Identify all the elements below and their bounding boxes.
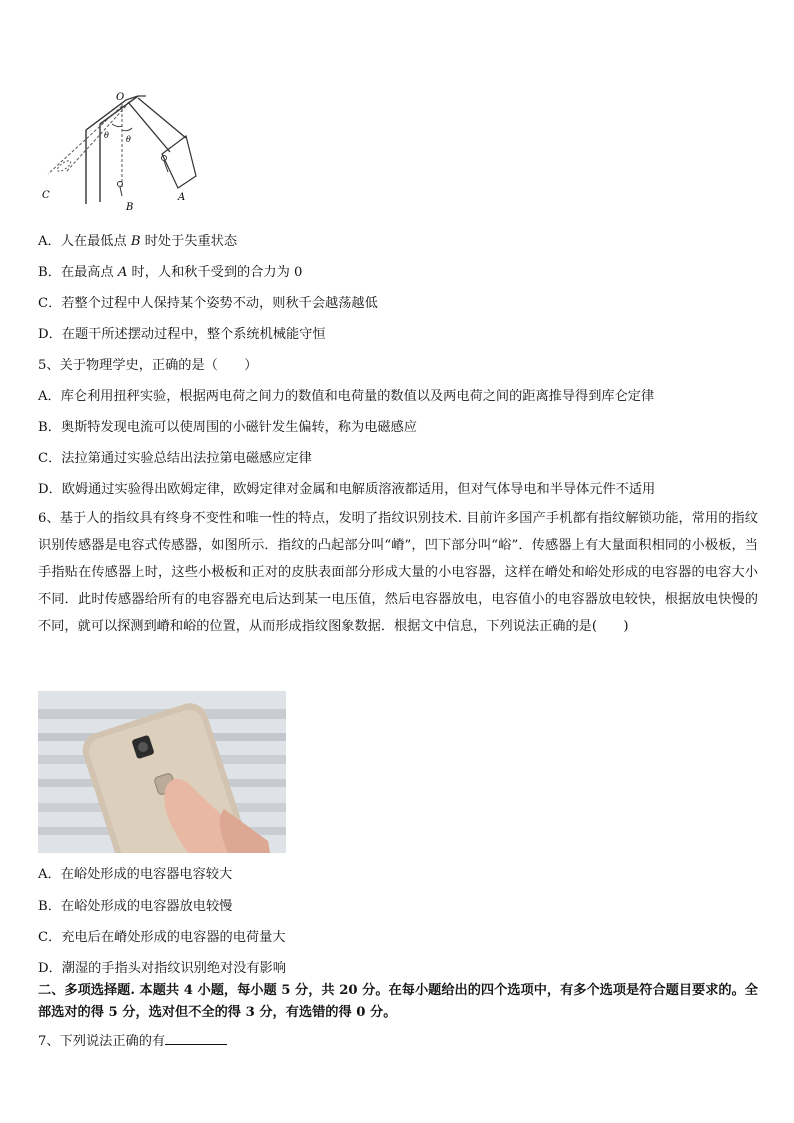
- q4-option-a: A．人在最低点 B 时处于失重状态: [38, 234, 238, 249]
- q4-option-d: D．在题干所述摆动过程中，整个系统机械能守恒: [38, 327, 326, 342]
- answer-blank[interactable]: [165, 1043, 227, 1045]
- label-b: B: [126, 202, 134, 212]
- swing-diagram: [38, 92, 198, 212]
- q5-option-a: A．库仑利用扭秤实验，根据两电荷之间力的数值和电荷量的数值以及两电荷之间的距离推导得到库仑定律: [38, 389, 655, 404]
- label-c: C: [42, 190, 50, 201]
- label-theta-right: θ: [126, 135, 131, 144]
- q5-option-b: B．奥斯特发现电流可以使周围的小磁针发生偏转，称为电磁感应: [38, 420, 417, 435]
- label-a: A: [178, 192, 186, 203]
- q5-option-c: C．法拉第通过实验总结出法拉第电磁感应定律: [38, 451, 312, 466]
- q5-stem: 5、关于物理学史，正确的是（ ）: [38, 358, 258, 373]
- label-theta-left: θ: [104, 131, 109, 140]
- q6-stem: 6、基于人的指纹具有终身不变性和唯一性的特点，发明了指纹识别技术. 目前许多国产手机都有指纹解锁功能，常用的指纹识别传感器是电容式传感器，如图所示．指纹的凸起部分叫“嵴”，凹下部分叫“峪”．传感器上有大量面积相同的小极板，当手指贴在传感器上时，这些小极板和正对的皮肤表面部分形成大量的小电容器，这样在嵴处和峪处形成的电容器的电容大小不同．此时传感器给所有的电容器充电后达到某一电压值，然后电容器放电，电容值小的电容器放电较快，根据放电快慢的不同，就可以探测到嵴和峪的位置，从而形成指纹图象数据．根据文中信息，下列说法正确的是( ): [38, 511, 758, 634]
- q6-option-a: A．在峪处形成的电容器电容较大: [38, 867, 233, 882]
- q6-option-b: B．在峪处形成的电容器放电较慢: [38, 899, 233, 914]
- q7-stem: 7、下列说法正确的有: [38, 1030, 227, 1049]
- q5-option-d: D．欧姆通过实验得出欧姆定律，欧姆定律对金属和电解质溶液都适用，但对气体导电和半导体元件不适用: [38, 482, 656, 497]
- label-o: O: [116, 92, 125, 103]
- section2-heading: 二、多项选择题. 本题共 4 小题，每小题 5 分，共 20 分。在每小题给出的四个选项中，有多个选项是符合题目要求的。全部选对的得 5 分，选对但不全的得 3 分，有选错的得 0 分。: [38, 983, 758, 1020]
- q6-option-d: D．潮湿的手指头对指纹识别绝对没有影响: [38, 961, 286, 976]
- q4-option-b: B．在最高点 A 时，人和秋千受到的合力为 0: [38, 265, 303, 280]
- fingerprint-phone-photo: [38, 691, 286, 853]
- q4-option-c: C．若整个过程中人保持某个姿势不动，则秋千会越荡越低: [38, 296, 378, 311]
- q6-option-c: C．充电后在嵴处形成的电容器的电荷量大: [38, 930, 286, 945]
